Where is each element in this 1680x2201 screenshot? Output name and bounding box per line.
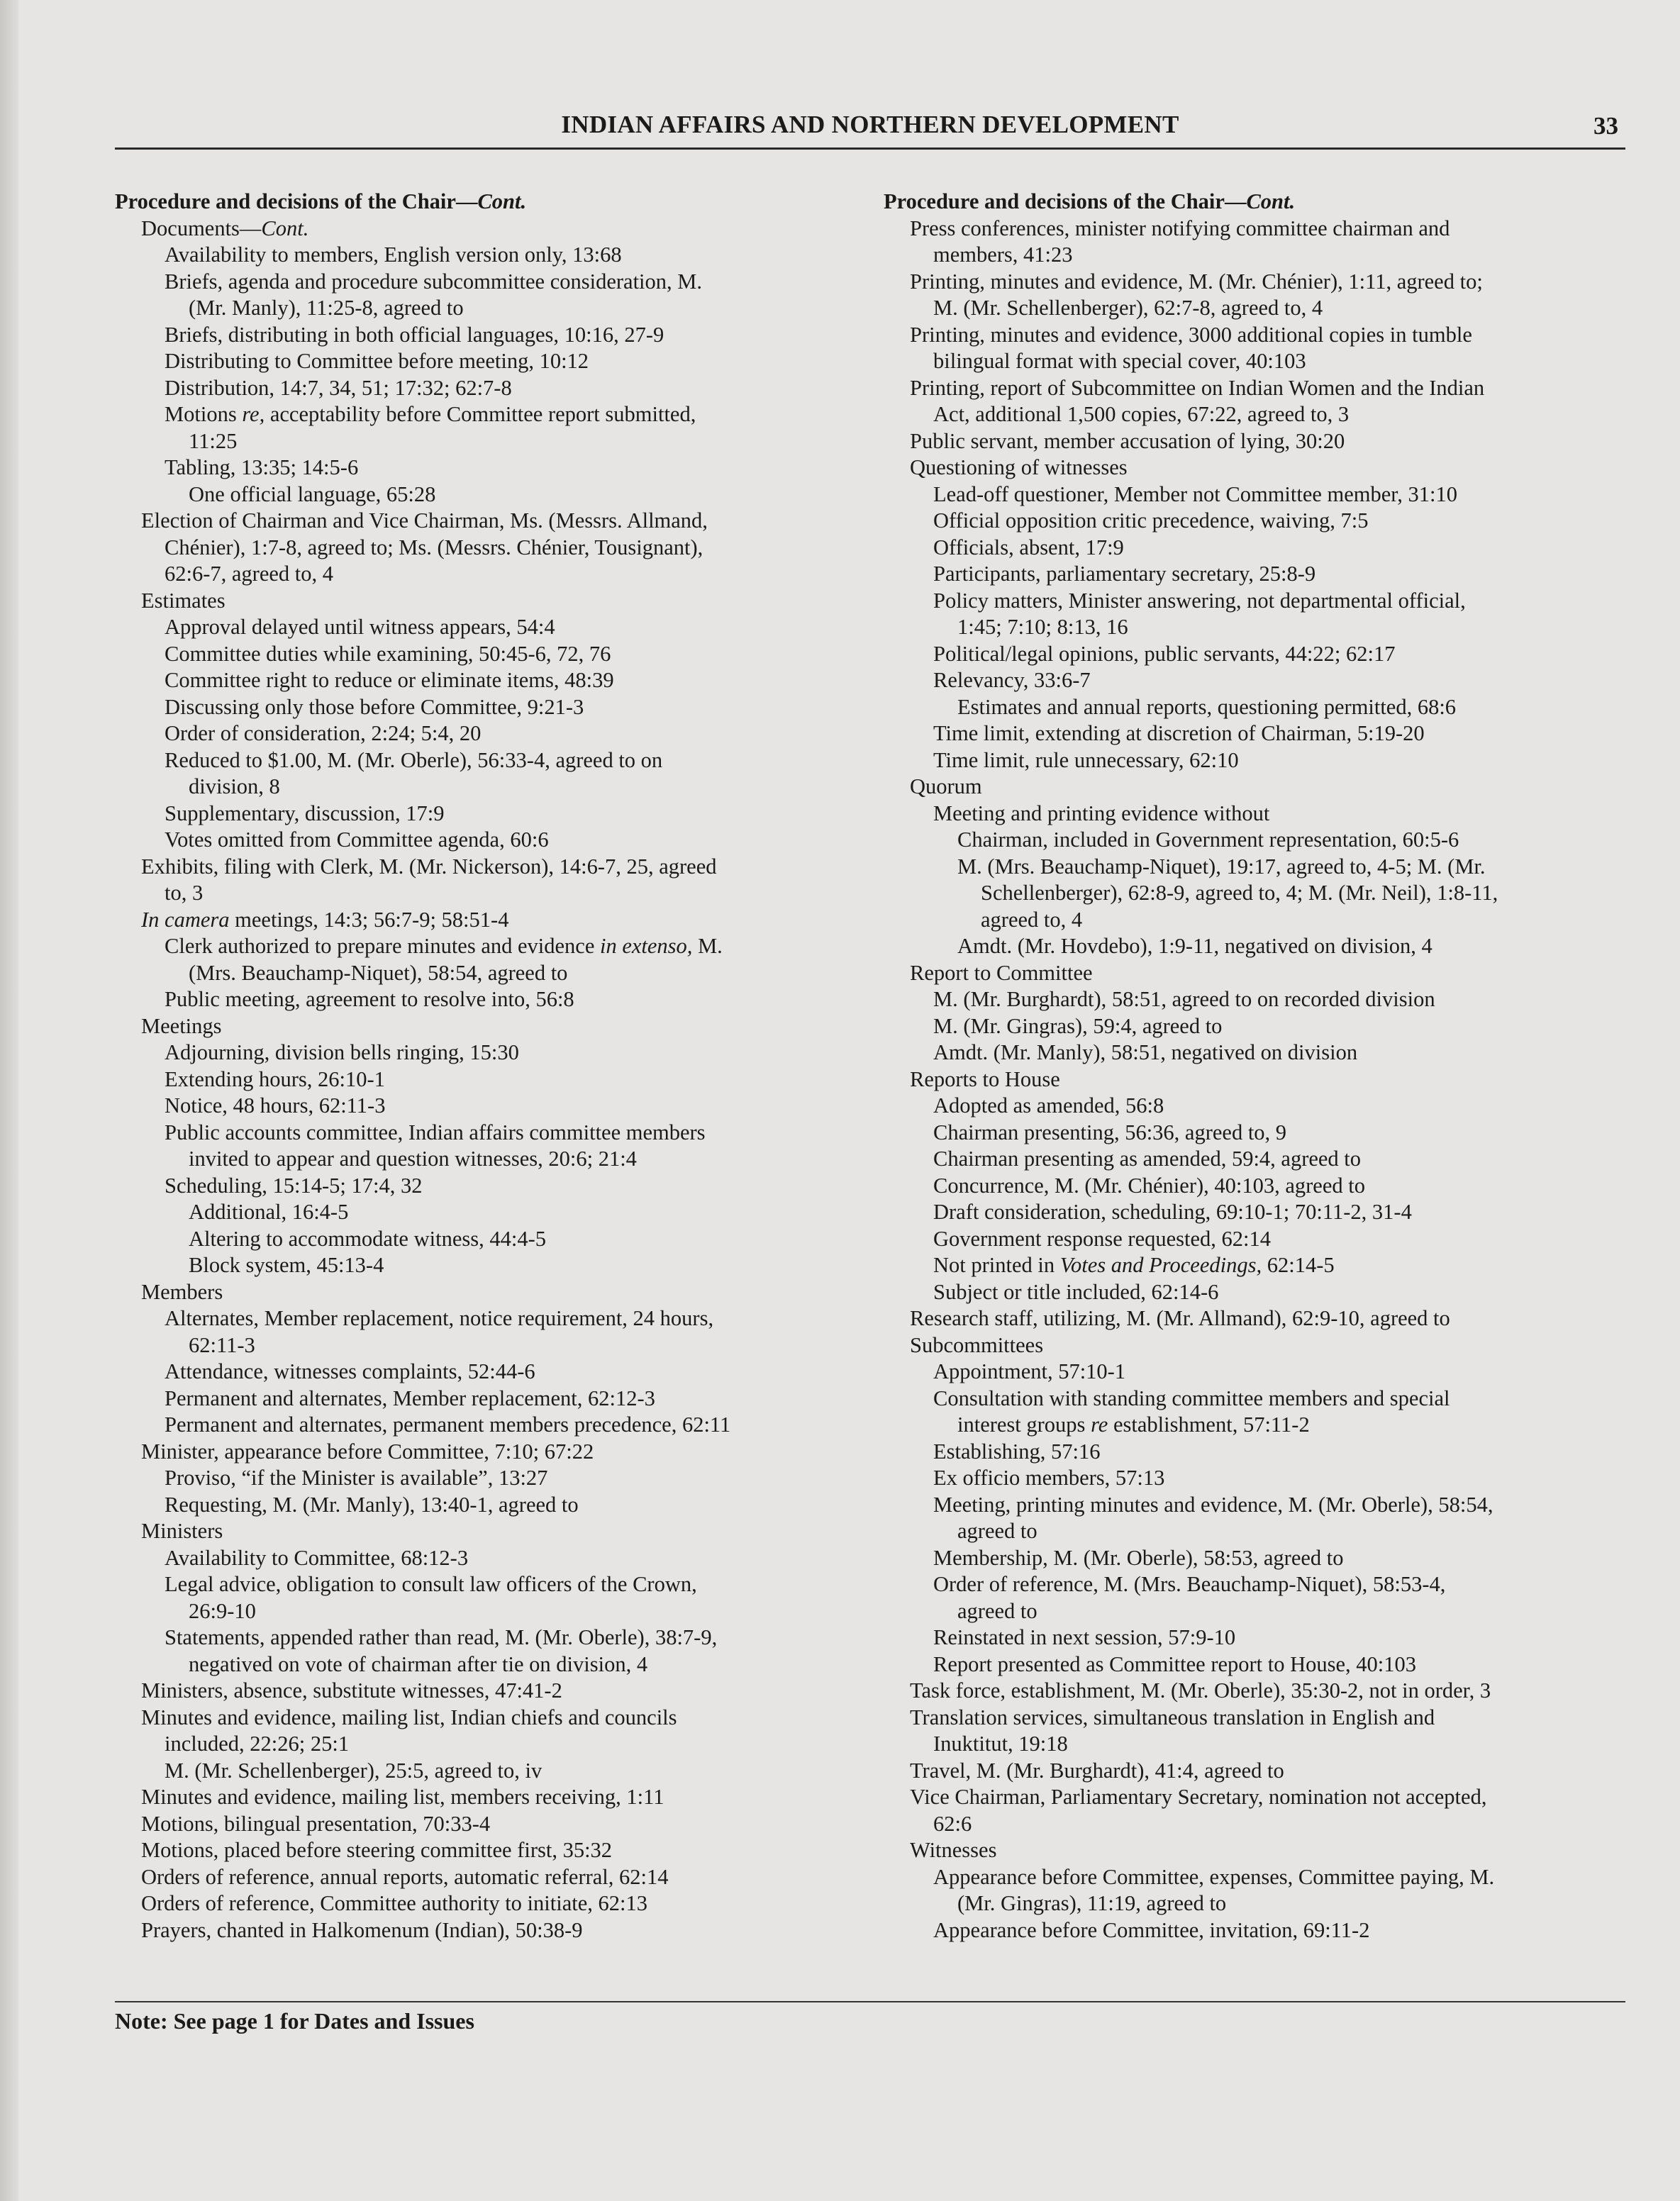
index-entry	[115, 907, 881, 934]
entry-text: (Mr. Manly), 11:25-8, agreed to	[189, 296, 464, 320]
page-title: INDIAN AFFAIRS AND NORTHERN DEVELOPMENT	[561, 111, 1179, 138]
entry-text: Amdt. (Mr. Hovdebo), 1:9-11, negatived on division, 4	[957, 934, 1433, 958]
entry-text: Establishing, 57:16	[933, 1439, 1101, 1464]
entry-text: M. (Mr. Gingras), 59:4, agreed to	[933, 1013, 1223, 1038]
entry-text: Translation services, simultaneous translation in English and	[910, 1705, 1435, 1729]
index-entry	[115, 1625, 881, 1651]
entry-text: Concurrence, M. (Mr. Chénier), 40:103, agreed to	[933, 1173, 1365, 1198]
index-entry	[115, 614, 881, 641]
entry-text: 11:25	[189, 428, 238, 453]
entry-text: Election of Chairman and Vice Chairman, Ms. (Messrs. Allmand,	[141, 508, 708, 533]
index-entry	[115, 216, 881, 243]
entry-text: 62:6-7, agreed to, 4	[165, 562, 333, 586]
entry-text: Printing, report of Subcommittee on Indian Women and the Indian	[910, 375, 1485, 400]
entry-text: Committee right to reduce or eliminate items, 48:39	[165, 668, 614, 692]
index-entry	[884, 1651, 1628, 1678]
index-entry	[115, 774, 881, 801]
index-entry	[115, 1040, 881, 1066]
entry-text: Government response requested, 62:14	[933, 1226, 1272, 1251]
entry-text: Quorum	[910, 774, 982, 798]
index-entry	[884, 348, 1628, 375]
entry-text: Political/legal opinions, public servants, 44:22; 62:17	[933, 641, 1396, 666]
index-entry	[884, 1731, 1628, 1758]
entry-text: Officials, absent, 17:9	[933, 535, 1124, 559]
index-entry	[115, 1598, 881, 1625]
entry-text: Requesting, M. (Mr. Manly), 13:40-1, agreed to	[165, 1492, 579, 1517]
index-entry	[115, 1705, 881, 1732]
entry-text: Minister, appearance before Committee, 7:10; 67:22	[141, 1439, 594, 1464]
index-entry	[884, 1173, 1628, 1200]
entry-text: Supplementary, discussion, 17:9	[165, 801, 445, 825]
index-entry	[884, 1146, 1628, 1173]
entry-text-continued: M.	[692, 934, 723, 958]
index-entry	[884, 1226, 1628, 1253]
index-entry	[115, 348, 881, 375]
index-entry	[115, 481, 881, 508]
index-entry	[115, 641, 881, 668]
entry-text: Press conferences, minister notifying committee chairman and	[910, 216, 1450, 240]
entry-text: Order of consideration, 2:24; 5:4, 20	[165, 721, 482, 745]
entry-text: Altering to accommodate witness, 44:4-5	[189, 1226, 546, 1251]
entry-text: Ministers, absence, substitute witnesses, 47:41-2	[141, 1678, 562, 1703]
index-entry	[115, 1811, 881, 1838]
index-entry	[115, 295, 881, 322]
index-entry	[884, 827, 1628, 854]
entry-italic-text: Cont.	[477, 189, 527, 213]
index-entry	[884, 1120, 1628, 1147]
index-entry	[115, 1731, 881, 1758]
entry-text: Official opposition critic precedence, waiving, 7:5	[933, 508, 1369, 533]
entry-text: Adopted as amended, 56:8	[933, 1093, 1164, 1118]
index-entry	[884, 1040, 1628, 1066]
entry-text: Subject or title included, 62:14-6	[933, 1279, 1219, 1304]
index-entry	[884, 1066, 1628, 1093]
entry-text: Questioning of witnesses	[910, 455, 1128, 479]
index-column-left	[115, 189, 881, 1944]
index-entry	[115, 801, 881, 828]
index-entry	[884, 1305, 1628, 1332]
index-entry	[884, 1199, 1628, 1226]
index-entry	[884, 1890, 1628, 1917]
entry-text: Amdt. (Mr. Manly), 58:51, negatived on division	[933, 1040, 1358, 1064]
entry-text: Task force, establishment, M. (Mr. Oberle), 35:30-2, not in order, 3	[910, 1678, 1491, 1703]
index-entry	[115, 1917, 881, 1944]
index-heading	[115, 189, 881, 216]
index-entry	[115, 508, 881, 535]
index-entry	[884, 1439, 1628, 1466]
entry-text-continued: establishment, 57:11-2	[1108, 1412, 1310, 1437]
entry-text: division, 8	[189, 774, 280, 798]
index-entry	[884, 1784, 1628, 1811]
index-entry	[115, 535, 881, 562]
index-entry	[115, 1146, 881, 1173]
entry-text: Block system, 45:13-4	[189, 1253, 384, 1277]
entry-text: Chénier), 1:7-8, agreed to; Ms. (Messrs. Chénier, Tousignant),	[165, 535, 703, 559]
entry-text: Appearance before Committee, invitation, 69:11-2	[933, 1917, 1370, 1942]
index-entry	[115, 667, 881, 694]
index-entry	[115, 428, 881, 455]
entry-text: agreed to	[957, 1519, 1038, 1543]
entry-text: Orders of reference, annual reports, automatic referral, 62:14	[141, 1864, 669, 1889]
index-entry	[115, 1784, 881, 1811]
entry-italic-text: in extenso,	[600, 934, 693, 958]
entry-text: Orders of reference, Committee authority to initiate, 62:13	[141, 1891, 647, 1915]
page-number: 33	[1593, 112, 1618, 140]
entry-italic-text: Cont.	[1246, 189, 1296, 213]
entry-text: Discussing only those before Committee, 9:21-3	[165, 694, 584, 719]
entry-text: Procedure and decisions of the Chair—	[115, 189, 478, 213]
entry-text: bilingual format with special cover, 40:103	[933, 349, 1306, 373]
entry-text: Ex officio members, 57:13	[933, 1466, 1165, 1490]
index-entry	[115, 827, 881, 854]
index-entry	[115, 322, 881, 349]
running-header	[115, 106, 1625, 150]
index-entry	[884, 801, 1628, 828]
entry-text: Lead-off questioner, Member not Committee member, 31:10	[933, 481, 1457, 506]
entry-text: Membership, M. (Mr. Oberle), 58:53, agreed to	[933, 1545, 1344, 1570]
index-entry	[115, 1518, 881, 1545]
entry-text: Research staff, utilizing, M. (Mr. Allmand), 62:9-10, agreed to	[910, 1306, 1450, 1330]
entry-italic-text: re	[1091, 1412, 1108, 1437]
footnote: Note: See page 1 for Dates and Issues	[115, 2008, 474, 2034]
entry-text: Members	[141, 1279, 223, 1304]
entry-text-continued: acceptability before Committee report submitted,	[265, 402, 696, 426]
index-entry	[884, 1386, 1628, 1412]
entry-text: Statements, appended rather than read, M. (Mr. Oberle), 38:7-9,	[165, 1625, 718, 1649]
entry-text: Public servant, member accusation of lying, 30:20	[910, 428, 1345, 453]
entry-text: Minutes and evidence, mailing list, Indian chiefs and councils	[141, 1705, 677, 1729]
entry-text: Motions	[165, 402, 243, 426]
entry-text: Policy matters, Minister answering, not departmental official,	[933, 588, 1466, 613]
entry-text: Prayers, chanted in Halkomenum (Indian), 50:38-9	[141, 1917, 583, 1942]
index-entry	[884, 907, 1628, 934]
index-entry	[115, 401, 881, 428]
index-entry	[115, 1252, 881, 1279]
entry-text: Tabling, 13:35; 14:5-6	[165, 455, 359, 479]
entry-text: Attendance, witnesses complaints, 52:44-6	[165, 1359, 535, 1383]
index-entry	[115, 1173, 881, 1200]
index-entry	[884, 1811, 1628, 1838]
entry-text: M. (Mr. Schellenberger), 62:7-8, agreed to, 4	[933, 296, 1323, 320]
entry-text: Meetings	[141, 1013, 222, 1038]
entry-text: negatived on vote of chairman after tie on division, 4	[189, 1651, 648, 1676]
index-entry	[884, 720, 1628, 747]
index-entry	[884, 295, 1628, 322]
index-entry	[115, 1758, 881, 1785]
index-entry	[884, 1492, 1628, 1519]
index-column-right	[884, 189, 1628, 1944]
index-entry	[115, 1571, 881, 1598]
index-entry	[115, 1465, 881, 1492]
index-entry	[884, 1412, 1628, 1439]
index-entry	[115, 1332, 881, 1359]
entry-italic-text: In camera	[141, 907, 230, 932]
index-entry	[115, 1120, 881, 1147]
entry-text: Distributing to Committee before meeting, 10:12	[165, 349, 589, 373]
footer-divider	[115, 2001, 1625, 2002]
entry-text: Printing, minutes and evidence, M. (Mr. Chénier), 1:11, agreed to;	[910, 269, 1483, 294]
entry-text: (Mrs. Beauchamp-Niquet), 58:54, agreed to	[189, 960, 568, 985]
index-entry	[884, 455, 1628, 481]
index-entry	[115, 1492, 881, 1519]
entry-text: Alternates, Member replacement, notice requirement, 24 hours,	[165, 1306, 714, 1330]
entry-text: Public meeting, agreement to resolve into, 56:8	[165, 987, 574, 1011]
entry-text: included, 22:26; 25:1	[165, 1732, 350, 1756]
index-entry	[884, 747, 1628, 774]
index-entry	[884, 588, 1628, 615]
index-entry	[115, 1412, 881, 1439]
entry-text: 62:6	[933, 1811, 972, 1836]
entry-text: agreed to, 4	[981, 907, 1083, 932]
index-entry	[115, 1359, 881, 1386]
index-entry	[884, 401, 1628, 428]
index-entry	[884, 242, 1628, 269]
index-entry	[884, 641, 1628, 668]
index-entry	[884, 1332, 1628, 1359]
entry-text: Briefs, agenda and procedure subcommittee consideration, M.	[165, 269, 703, 294]
entry-text: Clerk authorized to prepare minutes and evidence	[165, 934, 600, 958]
entry-text: Inuktitut, 19:18	[933, 1732, 1068, 1756]
index-entry	[115, 1864, 881, 1891]
index-entry	[884, 508, 1628, 535]
index-entry	[884, 694, 1628, 721]
index-entry	[115, 1199, 881, 1226]
index-entry	[884, 322, 1628, 349]
index-entry	[115, 1066, 881, 1093]
index-entry	[115, 933, 881, 960]
entry-italic-text: Votes and Proceedings,	[1059, 1253, 1262, 1277]
entry-text: Appearance before Committee, expenses, Committee paying, M.	[933, 1864, 1495, 1889]
entry-text: 62:11-3	[189, 1332, 255, 1357]
entry-text: Approval delayed until witness appears, 54:4	[165, 615, 555, 639]
entry-text: members, 41:23	[933, 243, 1073, 267]
index-entry	[884, 428, 1628, 455]
entry-text-continued: meetings, 14:3; 56:7-9; 58:51-4	[229, 907, 509, 932]
index-entry	[115, 1439, 881, 1466]
entry-text: Permanent and alternates, permanent members precedence, 62:11	[165, 1412, 731, 1437]
index-entry	[884, 1678, 1628, 1705]
entry-text: Documents—	[141, 216, 262, 240]
index-entry	[115, 1678, 881, 1705]
entry-text: Availability to members, English version only, 13:68	[165, 243, 622, 267]
index-entry	[884, 933, 1628, 960]
index-entry	[884, 986, 1628, 1013]
entry-text: Availability to Committee, 68:12-3	[165, 1545, 469, 1570]
entry-text: Meeting and printing evidence without	[933, 801, 1270, 825]
index-entry	[884, 614, 1628, 641]
index-entry	[884, 1359, 1628, 1386]
entry-text: to, 3	[165, 881, 204, 905]
index-entry	[884, 1837, 1628, 1864]
index-entry	[115, 455, 881, 481]
index-entry	[115, 1545, 881, 1572]
entry-text: Reduced to $1.00, M. (Mr. Oberle), 56:33-4, agreed to on	[165, 747, 663, 772]
entry-text: M. (Mr. Burghardt), 58:51, agreed to on recorded division	[933, 987, 1435, 1011]
entry-text: Notice, 48 hours, 62:11-3	[165, 1093, 386, 1118]
entry-text: M. (Mrs. Beauchamp-Niquet), 19:17, agreed to, 4-5; M. (Mr.	[957, 854, 1486, 879]
index-entry	[115, 561, 881, 588]
entry-text: Appointment, 57:10-1	[933, 1359, 1126, 1383]
index-entry	[884, 481, 1628, 508]
entry-text: Procedure and decisions of the Chair—	[884, 189, 1247, 213]
entry-text: (Mr. Gingras), 11:19, agreed to	[957, 1891, 1227, 1915]
index-entry	[115, 1890, 881, 1917]
index-entry	[884, 1465, 1628, 1492]
entry-text: Witnesses	[910, 1838, 997, 1862]
index-entry	[884, 1013, 1628, 1040]
entry-text: Chairman presenting, 56:36, agreed to, 9	[933, 1120, 1287, 1144]
entry-text: Subcommittees	[910, 1332, 1044, 1357]
entry-text: Extending hours, 26:10-1	[165, 1066, 385, 1091]
index-entry	[115, 1386, 881, 1412]
index-entry	[884, 774, 1628, 801]
entry-text: Chairman, included in Government representation, 60:5-6	[957, 828, 1459, 852]
index-entry	[884, 1598, 1628, 1625]
entry-text: Committee duties while examining, 50:45-6, 72, 76	[165, 641, 611, 666]
entry-text: Participants, parliamentary secretary, 25:8-9	[933, 562, 1316, 586]
entry-text: Report to Committee	[910, 960, 1093, 985]
index-entry	[884, 960, 1628, 987]
entry-text: 1:45; 7:10; 8:13, 16	[957, 615, 1128, 639]
entry-text: M. (Mr. Schellenberger), 25:5, agreed to, iv	[165, 1758, 543, 1783]
index-entry	[115, 960, 881, 987]
entry-text: Proviso, “if the Minister is available”, 13:27	[165, 1466, 548, 1490]
entry-text: interest groups	[957, 1412, 1091, 1437]
index-entry	[884, 216, 1628, 243]
index-entry	[115, 375, 881, 402]
index-entry	[884, 1705, 1628, 1732]
index-entry	[115, 854, 881, 881]
index-entry	[884, 1093, 1628, 1120]
entry-text: Act, additional 1,500 copies, 67:22, agreed to, 3	[933, 402, 1350, 426]
entry-text: Report presented as Committee report to House, 40:103	[933, 1651, 1417, 1676]
index-entry	[884, 1545, 1628, 1572]
entry-text: Exhibits, filing with Clerk, M. (Mr. Nickerson), 14:6-7, 25, agreed	[141, 854, 717, 879]
index-entry	[884, 561, 1628, 588]
entry-text: Motions, bilingual presentation, 70:33-4	[141, 1811, 491, 1836]
entry-text: Minutes and evidence, mailing list, members receiving, 1:11	[141, 1785, 664, 1809]
entry-text: Schellenberger), 62:8-9, agreed to, 4; M. (Mr. Neil), 1:8-11,	[981, 881, 1498, 905]
entry-text: Printing, minutes and evidence, 3000 additional copies in tumble	[910, 322, 1472, 347]
entry-text: Travel, M. (Mr. Burghardt), 41:4, agreed to	[910, 1758, 1284, 1783]
entry-text: Briefs, distributing in both official languages, 10:16, 27-9	[165, 322, 664, 347]
entry-text: Consultation with standing committee members and special	[933, 1386, 1450, 1410]
entry-text: Legal advice, obligation to consult law officers of the Crown,	[165, 1572, 697, 1596]
index-entry	[115, 694, 881, 721]
index-entry	[884, 1252, 1628, 1279]
entry-text: 26:9-10	[189, 1598, 256, 1623]
index-entry	[884, 880, 1628, 907]
index-entry	[115, 747, 881, 774]
index-entry	[115, 1093, 881, 1120]
index-entry	[884, 667, 1628, 694]
index-entry	[115, 1305, 881, 1332]
index-entry	[115, 986, 881, 1013]
index-entry	[115, 1226, 881, 1253]
entry-text: Estimates	[141, 588, 226, 613]
index-entry	[884, 854, 1628, 881]
entry-text: Ministers	[141, 1519, 223, 1543]
entry-text: Scheduling, 15:14-5; 17:4, 32	[165, 1173, 423, 1198]
index-entry	[115, 269, 881, 296]
entry-text: Time limit, rule unnecessary, 62:10	[933, 747, 1239, 772]
index-entry	[884, 535, 1628, 562]
index-entry	[884, 375, 1628, 402]
index-entry	[884, 1758, 1628, 1785]
entry-text: Chairman presenting as amended, 59:4, agreed to	[933, 1147, 1362, 1171]
entry-text: Order of reference, M. (Mrs. Beauchamp-Niquet), 58:53-4,	[933, 1572, 1446, 1596]
index-heading	[884, 189, 1628, 216]
entry-text: Not printed in	[933, 1253, 1060, 1277]
index-entry	[884, 1625, 1628, 1651]
entry-text: Draft consideration, scheduling, 69:10-1; 70:11-2, 31-4	[933, 1200, 1412, 1224]
entry-text: Meeting, printing minutes and evidence, M. (Mr. Oberle), 58:54,	[933, 1492, 1493, 1517]
index-entry	[884, 1917, 1628, 1944]
index-entry	[884, 1279, 1628, 1306]
entry-text: Additional, 16:4-5	[189, 1200, 349, 1224]
index-entry	[115, 720, 881, 747]
entry-text: Adjourning, division bells ringing, 15:30	[165, 1040, 519, 1064]
index-entry	[115, 588, 881, 615]
index-entry	[115, 1279, 881, 1306]
entry-text: Public accounts committee, Indian affairs committee members	[165, 1120, 706, 1144]
entry-text: Votes omitted from Committee agenda, 60:6	[165, 828, 549, 852]
index-entry	[884, 1571, 1628, 1598]
entry-text: Distribution, 14:7, 34, 51; 17:32; 62:7-8	[165, 375, 512, 400]
index-entry	[115, 1651, 881, 1678]
entry-text: Relevancy, 33:6-7	[933, 668, 1091, 692]
entry-text: Estimates and annual reports, questioning permitted, 68:6	[957, 694, 1457, 719]
index-entry	[884, 1864, 1628, 1891]
entry-text: invited to appear and question witnesses, 20:6; 21:4	[189, 1147, 637, 1171]
index-entry	[884, 269, 1628, 296]
entry-text: One official language, 65:28	[189, 481, 436, 506]
entry-italic-text: re,	[242, 402, 265, 426]
entry-text: agreed to	[957, 1598, 1038, 1623]
index-entry	[115, 242, 881, 269]
entry-text-continued: 62:14-5	[1262, 1253, 1335, 1277]
index-entry	[115, 1013, 881, 1040]
entry-italic-text: Cont.	[261, 216, 309, 240]
entry-text: Reports to House	[910, 1066, 1060, 1091]
index-entry	[115, 1837, 881, 1864]
entry-text: Reinstated in next session, 57:9-10	[933, 1625, 1236, 1649]
entry-text: Motions, placed before steering committee first, 35:32	[141, 1838, 613, 1862]
index-entry	[884, 1518, 1628, 1545]
entry-text: Vice Chairman, Parliamentary Secretary, nomination not accepted,	[910, 1785, 1487, 1809]
entry-text: Time limit, extending at discretion of Chairman, 5:19-20	[933, 721, 1425, 745]
entry-text: Permanent and alternates, Member replacement, 62:12-3	[165, 1386, 655, 1410]
index-entry	[115, 880, 881, 907]
